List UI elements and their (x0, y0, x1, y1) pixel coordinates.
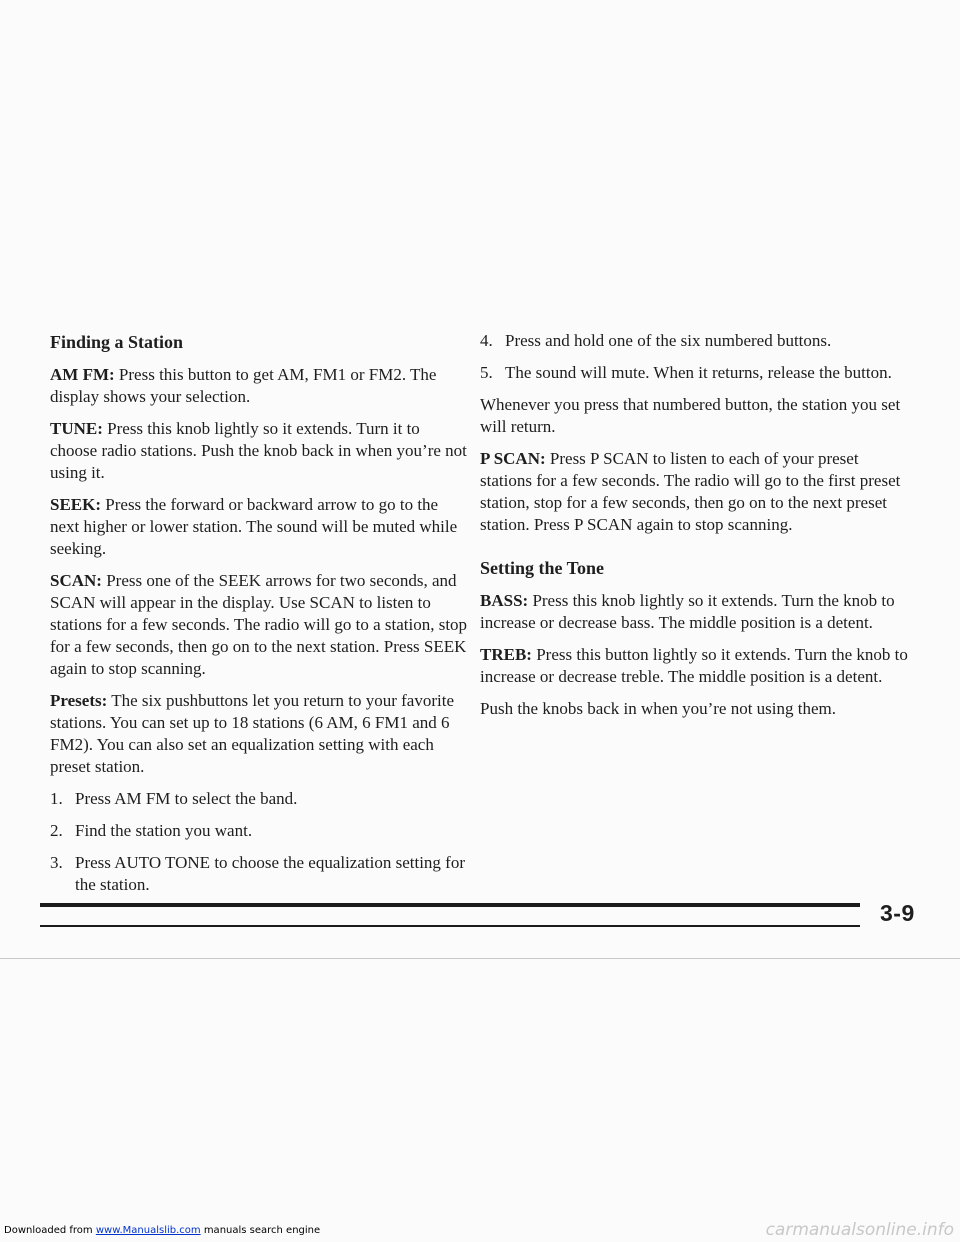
step-number: 3. (50, 853, 63, 872)
term-p-scan: P SCAN: (480, 449, 546, 468)
text-tune: Press this knob lightly so it extends. Turn it to choose radio stations. Push the knob back in when you’re not using it. (50, 419, 467, 482)
download-footer (4, 1225, 320, 1236)
manualslib-link[interactable]: www.Manualslib.com (95, 1225, 201, 1236)
paragraph-am-fm (50, 364, 470, 408)
text-seek: Press the forward or backward arrow to go to the next higher or lower station. The sound will be muted while seeking. (50, 495, 458, 558)
list-item (480, 330, 910, 352)
step-text: Press and hold one of the six numbered buttons. (505, 331, 832, 350)
steps-list-left (50, 788, 470, 896)
text-p-scan: Press P SCAN to listen to each of your preset stations for a few seconds. The radio will go to the first preset station, stop for a few seconds, then go on to the next preset station. Press P SCAN again to stop scanning. (480, 449, 901, 534)
section-heading-setting-tone: Setting the Tone (480, 558, 605, 578)
paragraph-whenever: Whenever you press that numbered button, the station you set will return. (480, 395, 901, 436)
term-tune: TUNE: (50, 419, 103, 438)
text-scan: Press one of the SEEK arrows for two seconds, and SCAN will appear in the display. Use SCAN to listen to stations for a few seconds. The radio will go to a station, stop for a few seconds, then go on to the next station. Press SEEK again to stop scanning. (50, 571, 468, 678)
term-seek: SEEK: (50, 495, 102, 514)
term-am-fm: AM FM: (50, 365, 115, 384)
step-number: 1. (50, 789, 63, 808)
paragraph-presets (50, 690, 470, 778)
text-treb: Press this button lightly so it extends. Turn the knob to increase or decrease treble. The middle position is a detent. (480, 645, 908, 686)
paragraph-seek (50, 494, 470, 560)
section-heading-finding-station: Finding a Station (50, 332, 184, 352)
list-item (480, 362, 910, 384)
step-number: 4. (480, 331, 493, 350)
steps-list-right (480, 330, 910, 384)
list-item (50, 852, 470, 896)
paragraph-p-scan (480, 448, 910, 536)
paragraph-scan (50, 570, 470, 680)
paragraph-treb (480, 644, 910, 688)
footer-suffix: manuals search engine (200, 1225, 321, 1236)
term-treb: TREB: (480, 645, 532, 664)
paragraph-bass (480, 590, 910, 634)
step-number: 5. (480, 363, 493, 382)
paragraph-tune (50, 418, 470, 484)
step-text: Press AUTO TONE to choose the equalization setting for the station. (75, 853, 465, 894)
scan-edge-line (0, 958, 960, 959)
list-item (50, 820, 470, 842)
step-text: The sound will mute. When it returns, release the button. (505, 363, 892, 382)
page-number: 3-9 (880, 900, 915, 926)
step-text: Find the station you want. (75, 821, 253, 840)
text-am-fm: Press this button to get AM, FM1 or FM2. The display shows your selection. (50, 365, 437, 406)
footer-prefix: Downloaded from (4, 1225, 96, 1236)
watermark: carmanualsonline.info (765, 1220, 954, 1240)
text-presets: The six pushbuttons let you return to your favorite stations. You can set up to 18 stations (6 AM, 6 FM1 and 6 FM2). You can also set an equalization setting with each preset station. (50, 691, 454, 776)
step-number: 2. (50, 821, 63, 840)
page-rule-thick (40, 903, 860, 907)
paragraph-closing: Push the knobs back in when you’re not using them. (480, 699, 837, 718)
right-column (480, 330, 910, 730)
list-item (50, 788, 470, 810)
term-scan: SCAN: (50, 571, 102, 590)
text-bass: Press this knob lightly so it extends. Turn the knob to increase or decrease bass. The middle position is a detent. (480, 591, 895, 632)
left-column (50, 330, 470, 906)
page-rule-thin (40, 925, 860, 927)
step-text: Press AM FM to select the band. (75, 789, 298, 808)
term-presets: Presets: (50, 691, 108, 710)
term-bass: BASS: (480, 591, 529, 610)
